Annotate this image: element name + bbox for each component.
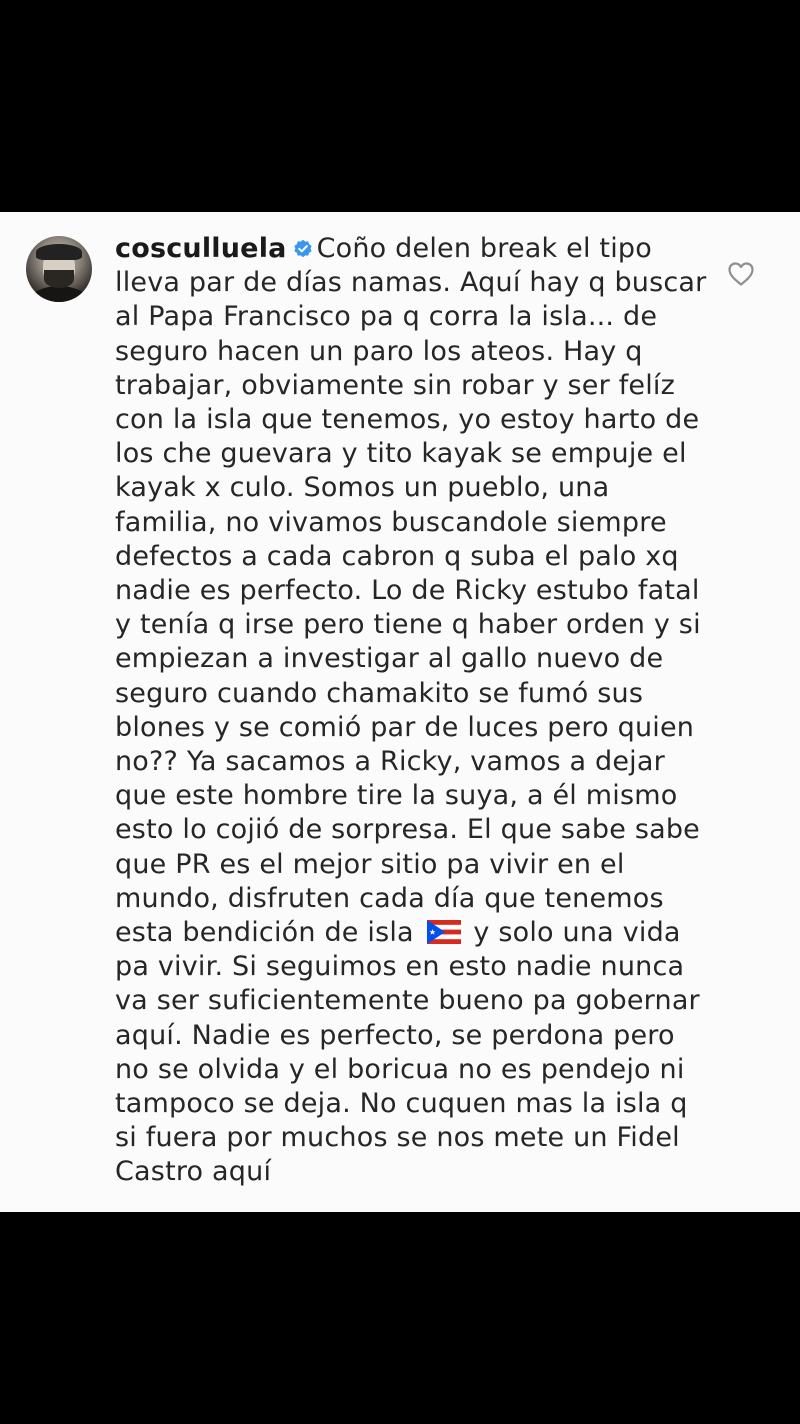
comment-body-part-2: y solo una vida pa vivir. Si seguimos en esto nadie nunca va ser suficientemente bueno pa gobernar aquí. Nadie es perfecto, se perdona pero no se olvida y el boricua no es pendejo ni tampoco se deja. No cuquen mas la isla q si fuera por muchos se nos mete un Fidel Castro aquí: [115, 917, 709, 1188]
username-link[interactable]: cosculluela: [115, 233, 287, 264]
avatar-cap: [36, 244, 82, 260]
heart-icon[interactable]: [727, 261, 755, 287]
avatar-beard: [44, 270, 74, 288]
comment-body-part-1: Coño delen break el tipo lleva par de días namas. Aquí hay q buscar al Papa Francisco pa q corra la isla... de seguro hacen un paro los ateos. Hay q trabajar, obviamente sin robar y ser felíz con la isla que tenemos, yo estoy harto de los che guevara y tito kayak se empuje el kayak x culo. Somos un pueblo, una familia, no vivamos buscandole siempre defectos a cada cabron q suba el palo xq nadie es perfecto. Lo de Ricky estubo fatal y tenía q irse pero tiene q haber orden y si empiezan a investigar al gallo nuevo de seguro cuando chamakito se fumó sus blones y se comió par de luces pero quien no?? Ya sacamos a Ricky, vamos a dejar que este hombre tire la suya, a él mismo esto lo cojió de sorpresa. El que sabe sabe que PR es el mejor sitio pa vivir en el mundo, disfruten cada día que tenemos esta bendición de isla: [115, 233, 716, 949]
puerto-rico-flag-icon: [427, 920, 461, 944]
comment-text: [115, 232, 715, 1190]
avatar-body: [30, 286, 88, 302]
verified-badge-icon: [293, 239, 313, 259]
avatar[interactable]: [26, 236, 92, 302]
comment-card: [0, 212, 800, 1212]
